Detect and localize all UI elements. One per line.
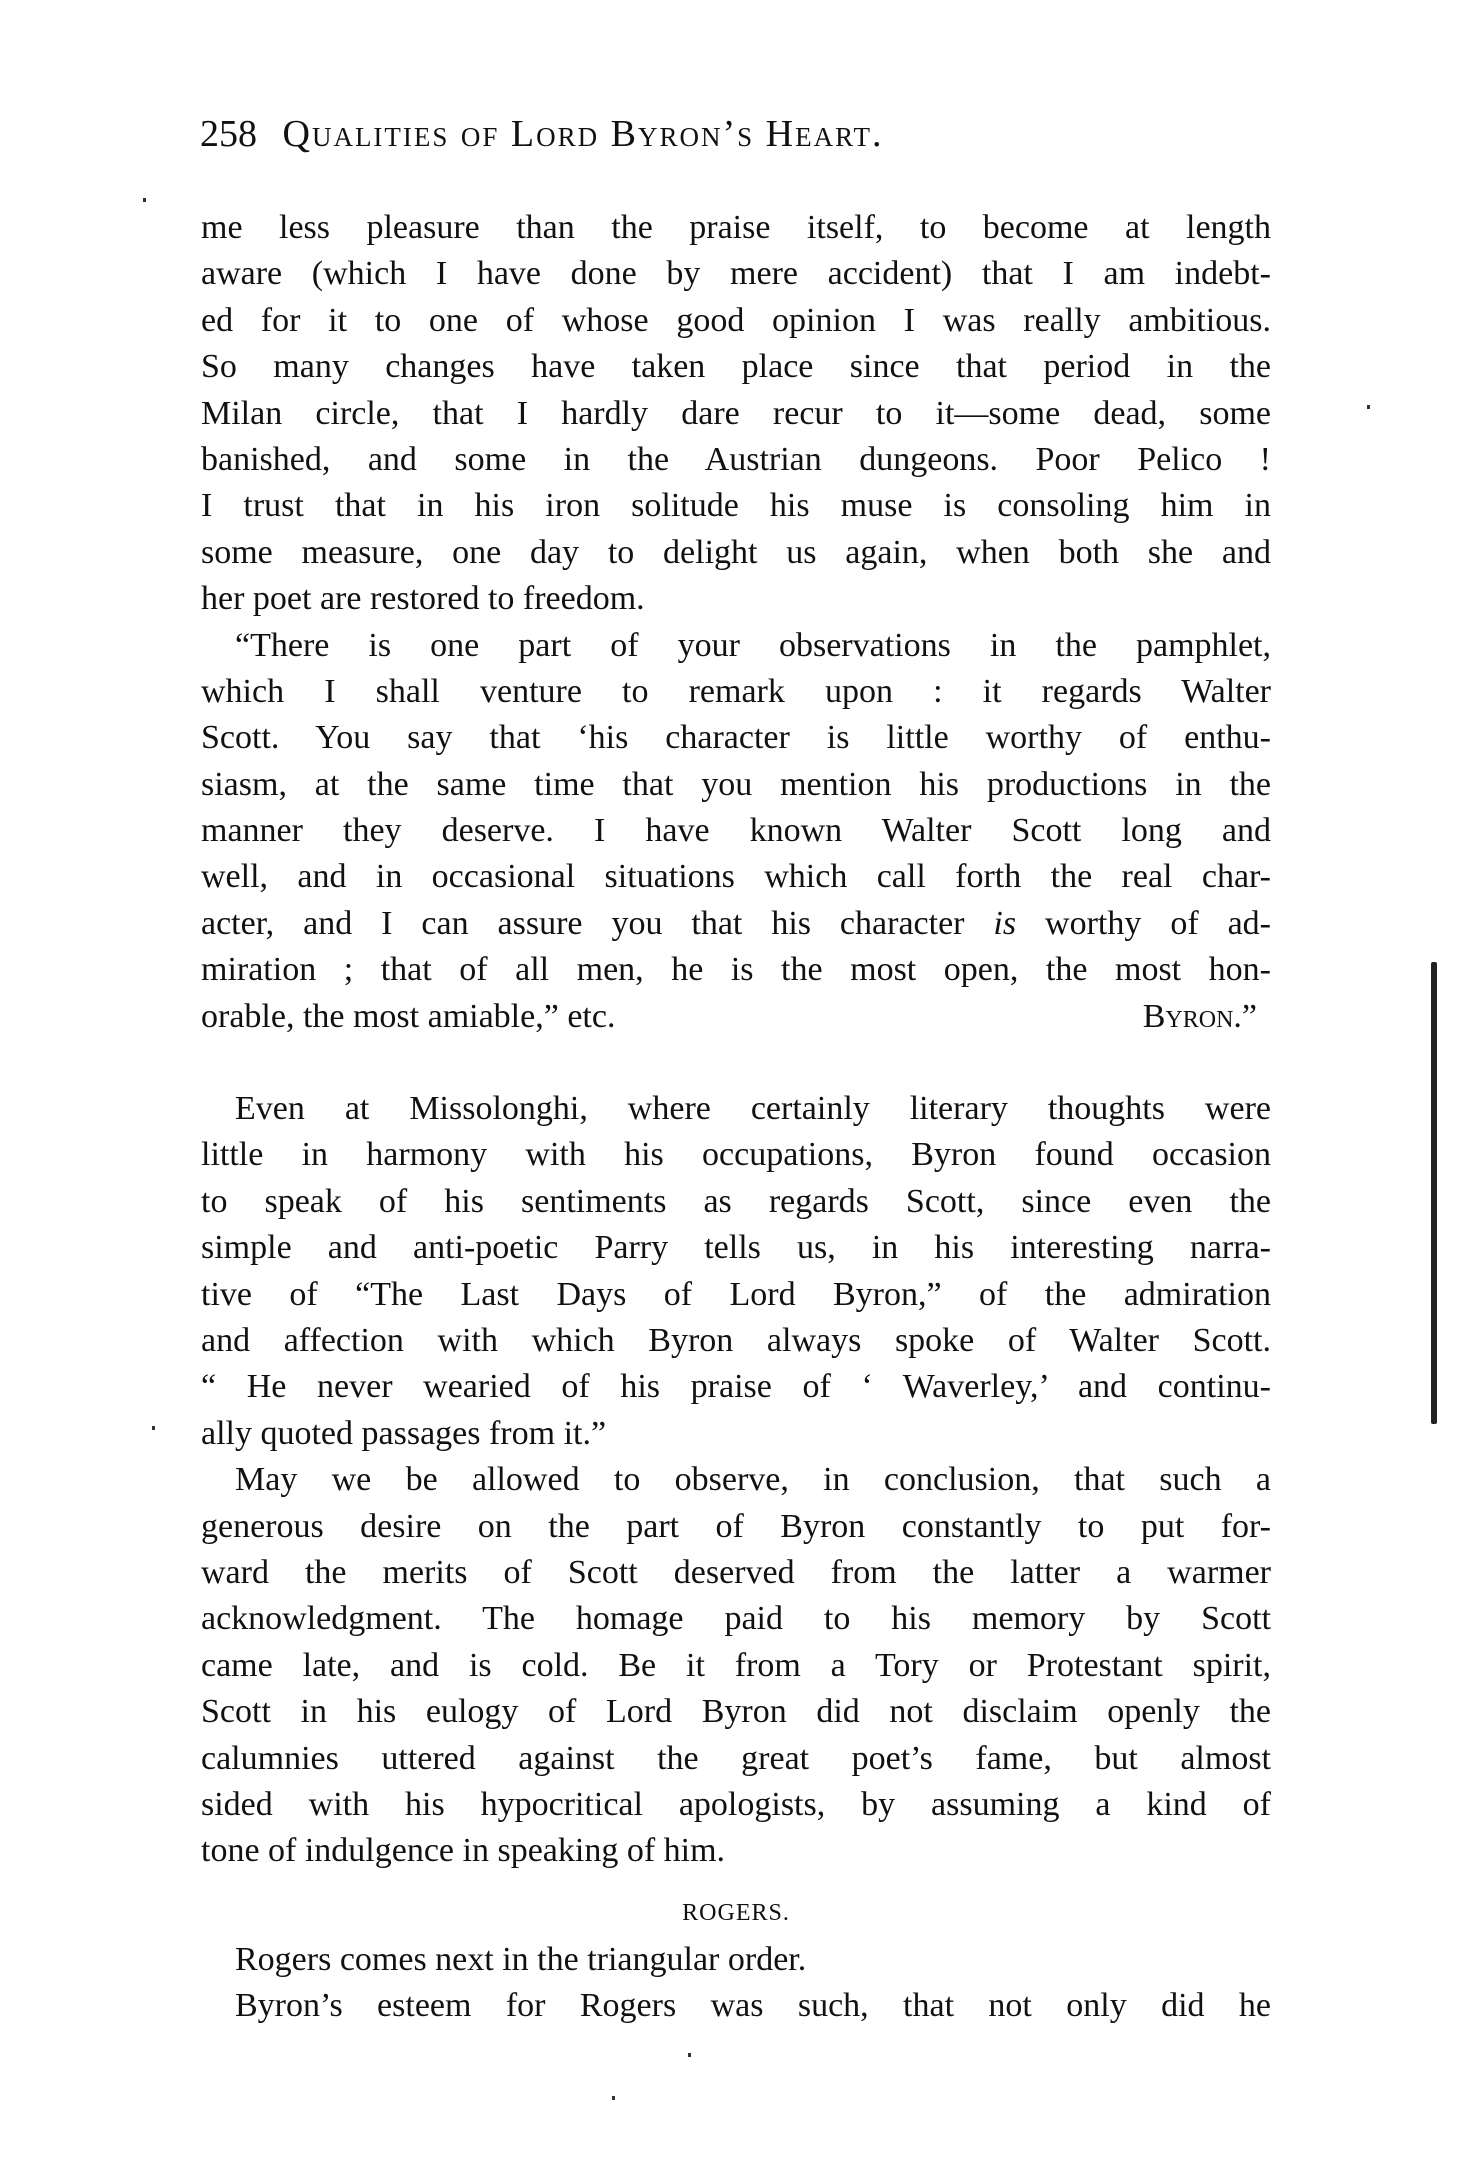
- text-line: Scott in his eulogy of Lord Byron did not disclaim openly the: [201, 1693, 1271, 1731]
- paragraph-2-letter-quote: [201, 623, 1271, 1041]
- text-line: simple and anti-poetic Parry tells us, in his interesting narra-: [201, 1229, 1271, 1267]
- text-line: tone of indulgence in speaking of him.: [201, 1832, 726, 1870]
- text-line: Milan circle, that I hardly dare recur to it—some dead, some: [201, 394, 1271, 432]
- text-segment: acter, and I can assure you that his character: [201, 904, 994, 942]
- italic-emphasis: is: [993, 904, 1017, 942]
- paragraph-1: [201, 205, 1271, 623]
- text-line: [201, 901, 1271, 947]
- text-line: May we be allowed to observe, in conclusion, that such a: [235, 1461, 1271, 1499]
- text-line: came late, and is cold. Be it from a Tory or Protestant spirit,: [201, 1646, 1271, 1684]
- paragraph-4: [201, 1457, 1271, 1875]
- text-line: “There is one part of your observations in the pamphlet,: [235, 626, 1271, 664]
- text-line: sided with his hypocritical apologists, by assuming a kind of: [201, 1785, 1271, 1823]
- paragraph-3: [201, 1086, 1271, 1457]
- scan-speck: [1367, 405, 1370, 409]
- running-header: [200, 112, 1275, 156]
- text-line: I trust that in his iron solitude his muse is consoling him in: [201, 487, 1271, 525]
- text-line: ward the merits of Scott deserved from the latter a warmer: [201, 1553, 1271, 1591]
- signature-name: Byron.”: [1142, 997, 1257, 1035]
- text-line: banished, and some in the Austrian dungeons. Poor Pelico !: [201, 440, 1271, 478]
- section-heading: ROGERS.: [682, 1899, 790, 1926]
- text-line: So many changes have taken place since that period in the: [201, 348, 1271, 386]
- text-line: which I shall venture to remark upon : it regards Walter: [201, 672, 1271, 710]
- text-line: Rogers comes next in the triangular order.: [235, 1940, 807, 1978]
- text-line: little in harmony with his occupations, Byron found occasion: [201, 1136, 1271, 1174]
- text-line: aware (which I have done by mere accident) that I am indebt-: [201, 255, 1271, 293]
- text-line: miration ; that of all men, he is the most open, the most hon-: [201, 951, 1271, 989]
- text-segment: worthy of ad-: [1016, 904, 1271, 942]
- page-body: [201, 205, 1271, 2029]
- text-line: Byron’s esteem for Rogers was such, that not only did he: [235, 1987, 1271, 2025]
- text-line: acknowledgment. The homage paid to his memory by Scott: [201, 1600, 1271, 1638]
- text-line: “ He never wearied of his praise of ‘ Waverley,’ and continu-: [201, 1368, 1271, 1406]
- running-title: Qualities of Lord Byron’s Heart.: [282, 113, 884, 155]
- text-line: siasm, at the same time that you mention his productions in the: [201, 765, 1271, 803]
- text-line: me less pleasure than the praise itself, to become at length: [201, 209, 1271, 246]
- text-line: to speak of his sentiments as regards Scott, since even the: [201, 1182, 1271, 1220]
- text-line: ed for it to one of whose good opinion I was really ambitious.: [201, 301, 1271, 339]
- text-line: ally quoted passages from it.”: [201, 1414, 607, 1452]
- scan-speck: [688, 2053, 691, 2057]
- text-line: some measure, one day to delight us again, when both she and: [201, 533, 1271, 571]
- text-line: Scott. You say that ‘his character is little worthy of enthu-: [201, 719, 1271, 757]
- text-line: calumnies uttered against the great poet’s fame, but almost: [201, 1739, 1271, 1777]
- text-line: tive of “The Last Days of Lord Byron,” of the admiration: [201, 1275, 1271, 1313]
- paragraph-gap: [201, 1040, 1271, 1086]
- text-line: her poet are restored to freedom.: [201, 580, 645, 618]
- scan-margin-mark: [1431, 962, 1437, 1424]
- page-number: 258: [200, 113, 257, 155]
- text-line: manner they deserve. I have known Walter Scott long and: [201, 812, 1271, 850]
- text-segment: orable, the most amiable,” etc.: [201, 997, 616, 1035]
- scan-speck: [152, 1426, 155, 1430]
- text-line: generous desire on the part of Byron constantly to put for-: [201, 1507, 1271, 1545]
- scan-speck: [612, 2096, 615, 2100]
- text-line: and affection with which Byron always spoke of Walter Scott.: [201, 1321, 1271, 1359]
- text-line: Even at Missolonghi, where certainly literary thoughts were: [235, 1090, 1271, 1128]
- signature-line: [201, 994, 1271, 1040]
- text-line: well, and in occasional situations which call forth the real char-: [201, 858, 1271, 896]
- scan-speck: [143, 198, 146, 202]
